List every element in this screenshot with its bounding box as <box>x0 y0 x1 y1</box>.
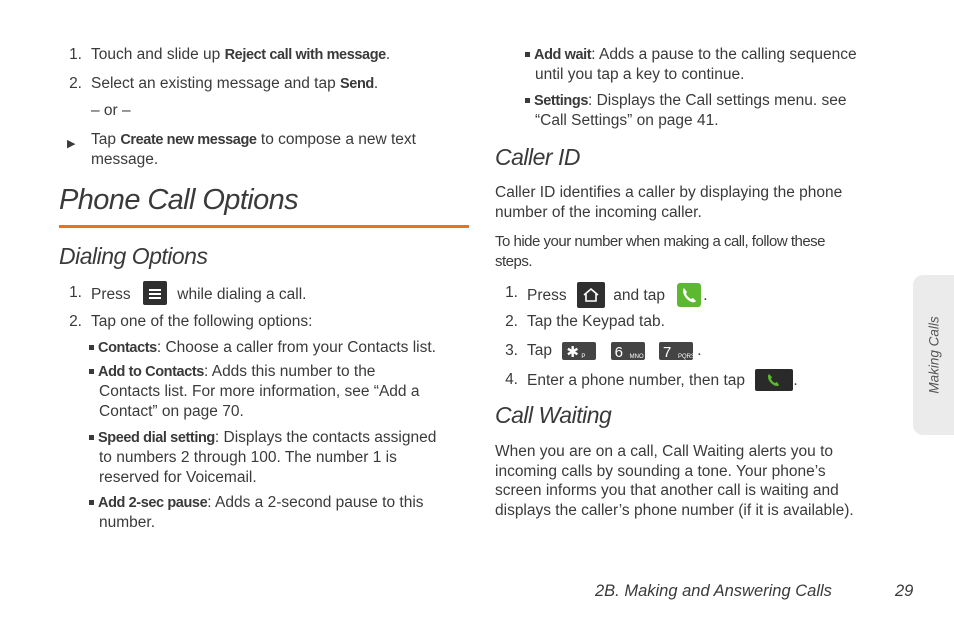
square-bullet-icon <box>89 369 94 374</box>
home-key-icon <box>577 282 605 308</box>
side-tab-label: Making Calls <box>926 316 941 394</box>
hide-number-intro: To hide your number when making a call, follow these steps. <box>495 233 826 270</box>
star-key-icon: ✱ P <box>562 342 596 360</box>
caller-id-step-2: 2. Tap the Keypad tab. <box>505 313 665 330</box>
six-key-icon: 6 MNO <box>611 342 645 360</box>
option-contacts: Contacts: Choose a caller from your Contacts list. <box>89 338 479 358</box>
step-text: Select an existing message and tap <box>91 75 341 92</box>
or-separator: – or – <box>91 102 131 119</box>
footer-chapter: 2B. Making and Answering Calls <box>595 582 832 600</box>
call-button-icon <box>755 369 793 391</box>
page-number: 29 <box>895 582 914 600</box>
step-keyword: Reject call with message <box>224 47 386 63</box>
call-waiting-description: When you are on a call, Call Waiting alerts you to incoming calls by sounding a tone. Your phone’s screen informs you that another call is waiting and displays the caller’s phone number (if it is available). <box>495 443 854 520</box>
step-keyword: Send <box>340 76 374 92</box>
section-title: Phone Call Options <box>59 184 299 216</box>
dialing-step-2: 2. Tap one of the following options: <box>69 313 313 330</box>
section-rule <box>59 225 469 228</box>
seven-key-icon: 7 PQRS <box>659 342 693 360</box>
caller-id-step-4: 4. Enter a phone number, then tap . <box>505 371 798 390</box>
option-add-wait: Add wait: Adds a pause to the calling sequence until you tap a key to continue. <box>525 45 905 85</box>
square-bullet-icon <box>89 500 94 505</box>
phone-app-icon <box>677 283 701 307</box>
step-text: Touch and slide up <box>91 46 225 63</box>
option-speed-dial: Speed dial setting: Displays the contacts assigned to numbers 2 through 100. The number 1 is reserved for Voicemail. <box>89 428 479 488</box>
step-reject-call: 1. Touch and slide up Reject call with message. <box>69 46 391 63</box>
caller-id-step-1: 1. Press and tap . <box>498 283 898 309</box>
chapter-side-tab <box>913 275 954 435</box>
subsection-title: Dialing Options <box>59 243 208 269</box>
caller-id-step-3: 3. Tap ✱ P 6 MNO 7 PQRS . <box>505 342 702 361</box>
caller-id-description: Caller ID identifies a caller by displaying the phone number of the incoming caller. <box>495 184 843 221</box>
caller-id-title: Caller ID <box>495 144 580 170</box>
dialing-step-1: 1. Press while dialing a call. <box>62 283 482 307</box>
arrow-bullet-icon: ▶ <box>67 138 76 150</box>
step-select-message: 2. Select an existing message and tap Send. <box>69 75 379 92</box>
square-bullet-icon <box>89 345 94 350</box>
square-bullet-icon <box>89 435 94 440</box>
option-add-pause: Add 2-sec pause: Adds a 2-second pause to this number. <box>89 493 479 533</box>
square-bullet-icon <box>525 52 530 57</box>
create-message-instruction: Tap Create new message to compose a new text message. <box>91 131 416 168</box>
menu-key-icon <box>143 281 167 305</box>
option-add-to-contacts: Add to Contacts: Adds this number to the Contacts list. For more information, see “Add a Contact” on page 70. <box>89 362 479 422</box>
call-waiting-title: Call Waiting <box>495 402 612 428</box>
option-settings: Settings: Displays the Call settings menu. see “Call Settings” on page 41. <box>525 91 905 131</box>
square-bullet-icon <box>525 98 530 103</box>
